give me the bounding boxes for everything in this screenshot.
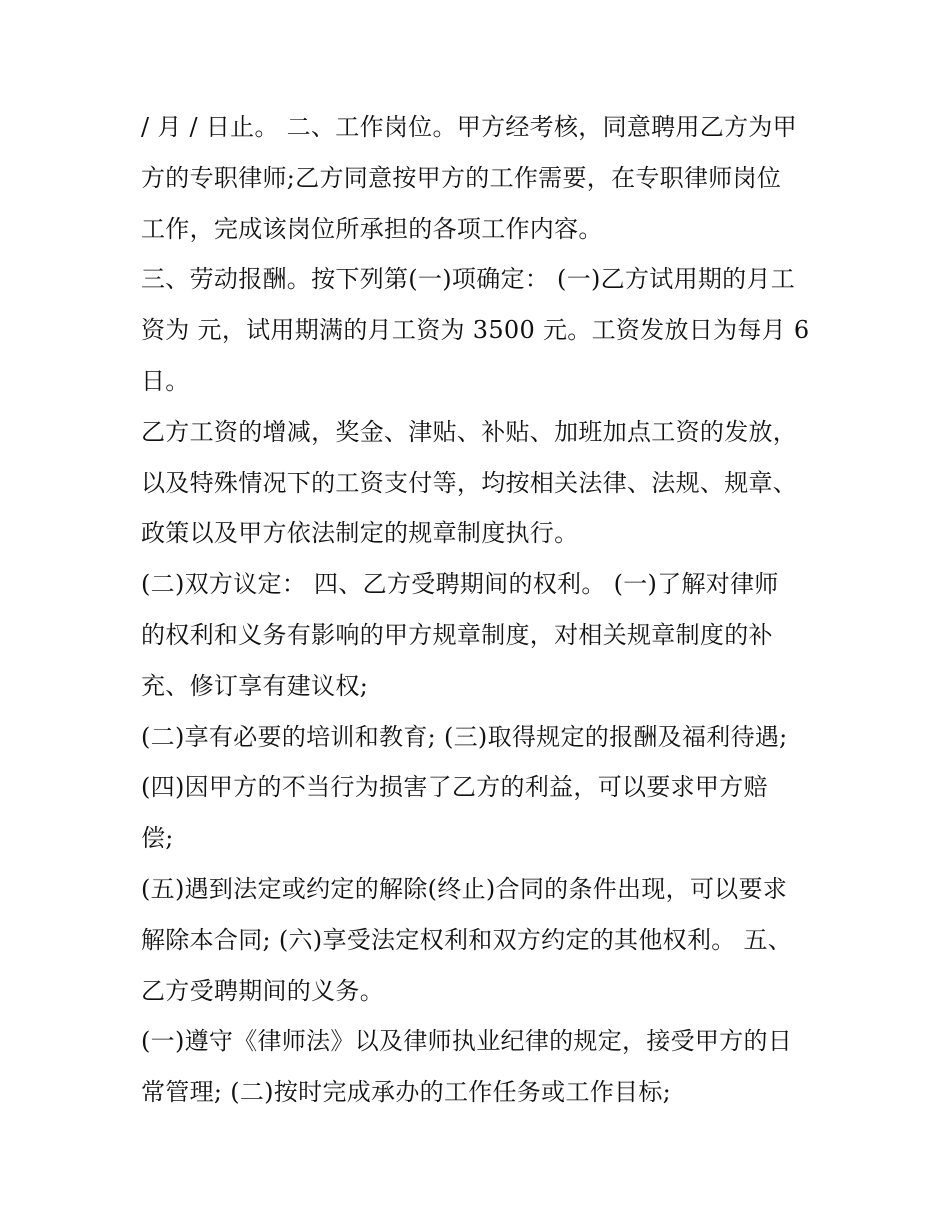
text-line: (一)遵守《律师法》以及律师执业纪律的规定，接受甲方的日	[141, 1027, 793, 1056]
text-line: 方的专职律师;乙方同意按甲方的工作需要，在专职律师岗位	[141, 163, 782, 192]
paragraph-work-position	[141, 102, 813, 254]
text-line: 常管理; (二)按时完成承办的工作任务或工作目标;	[141, 1078, 672, 1107]
text-line: 乙方受聘期间的义务。	[141, 976, 384, 1005]
text-line: 工作，完成该岗位所承担的各项工作内容。	[141, 214, 603, 243]
paragraph-rights	[141, 559, 813, 711]
text-line: 的权利和义务有影响的甲方规章制度，对相关规章制度的补	[141, 620, 773, 649]
text-line: (二)双方议定： 四、乙方受聘期间的权利。 (一)了解对律师	[141, 570, 779, 599]
text-line: / 月 / 日止。 二、工作岗位。甲方经考核，同意聘用乙方为甲	[141, 113, 797, 141]
text-line: 充、修订享有建议权;	[141, 671, 369, 700]
text-line: 政策以及甲方依法制定的规章制度执行。	[141, 519, 579, 548]
text-line: (四)因甲方的不当行为损害了乙方的利益，可以要求甲方赔	[141, 773, 768, 802]
text-line: 乙方工资的增减，奖金、津贴、补贴、加班加点工资的发放，	[141, 417, 798, 446]
text-line: (五)遇到法定或约定的解除(终止)合同的条件出现，可以要求	[141, 874, 788, 903]
paragraph-training-benefits	[141, 712, 813, 763]
document-body	[141, 102, 813, 1118]
text-line: (二)享有必要的培训和教育; (三)取得规定的报酬及福利待遇;	[141, 722, 788, 751]
text-line: 以及特殊情况下的工资支付等，均按相关法律、法规、规章、	[141, 468, 798, 497]
paragraph-obligations	[141, 1016, 813, 1118]
paragraph-termination-rights	[141, 864, 813, 1016]
text-line: 日。	[141, 366, 190, 395]
text-line: 资为 元，试用期满的月工资为 3500 元。工资发放日为每月 6	[141, 316, 810, 345]
text-line: 解除本合同; (六)享受法定权利和双方约定的其他权利。 五、	[141, 925, 793, 954]
paragraph-compensation	[141, 762, 813, 864]
paragraph-salary-changes	[141, 407, 813, 559]
paragraph-remuneration	[141, 254, 813, 406]
text-line: 三、劳动报酬。按下列第(一)项确定： (一)乙方试用期的月工	[141, 265, 796, 294]
text-line: 偿;	[141, 824, 174, 853]
